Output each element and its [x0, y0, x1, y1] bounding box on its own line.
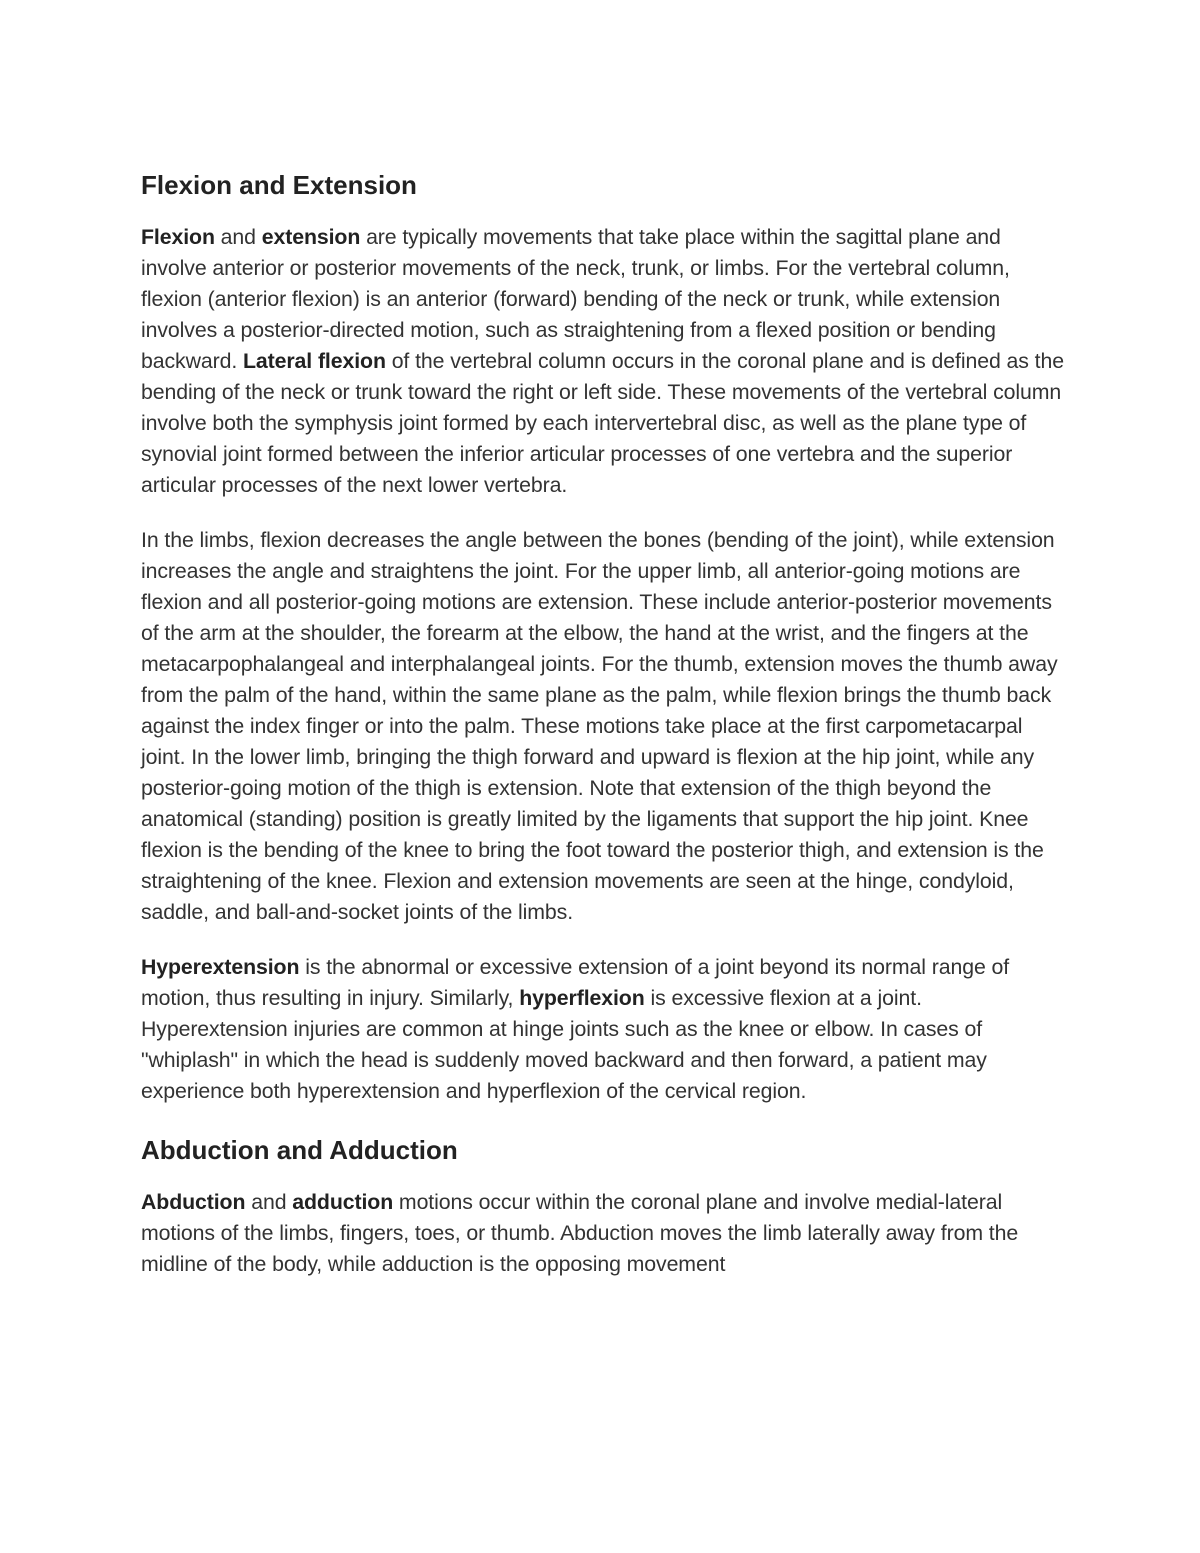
document-page: [141, 166, 1066, 1280]
term-adduction: adduction: [292, 1190, 394, 1214]
term-extension: extension: [261, 225, 361, 249]
term-hyperextension: Hyperextension: [141, 955, 300, 979]
paragraph-flexion-extension-intro: Flexion and extension are typically movements that take place within the sagittal plane and involve anterior or posterior movements of the neck, trunk, or limbs. For the vertebral column, flexion (anterior flexion) is an anterior (forward) bending of the neck or trunk, while extension involves a posterior-directed motion, such as straightening from a flexed position or bending backward. Lateral flexion of the vertebral column occurs in the coronal plane and is defined as the bending of the neck or trunk toward the right or left side. These movements of the vertebral column involve both the symphysis joint formed by each intervertebral disc, as well as the plane type of synovial joint formed between the inferior articular processes of one vertebra and the superior articular processes of the next lower vertebra.: [141, 225, 1064, 497]
term-flexion: Flexion: [141, 225, 215, 249]
section-heading-abduction-adduction: Abduction and Adduction: [141, 1135, 458, 1165]
paragraph-hyperextension: Hyperextension is the abnormal or excessive extension of a joint beyond its normal range of motion, thus resulting in injury. Similarly, hyperflexion is excessive flexion at a joint. Hyperextension injuries are common at hinge joints such as the knee or elbow. In cases of "whiplash" in which the head is suddenly moved backward and then forward, a patient may experience both hyperextension and hyperflexion of the cervical region.: [141, 955, 1010, 1103]
term-hyperflexion: hyperflexion: [519, 986, 645, 1010]
paragraph-limbs: In the limbs, flexion decreases the angle between the bones (bending of the joint), while extension increases the angle and straightens the joint. For the upper limb, all anterior-going motions are flexion and all posterior-going motions are extension. These include anterior-posterior movements of the arm at the shoulder, the forearm at the elbow, the hand at the wrist, and the fingers at the metacarpophalangeal and interphalangeal joints. For the thumb, extension moves the thumb away from the palm of the hand, within the same plane as the palm, while flexion brings the thumb back against the index finger or into the palm. These motions take place at the first carpometacarpal joint. In the lower limb, bringing the thigh forward and upward is flexion at the hip joint, while any posterior-going motion of the thigh is extension. Note that extension of the thigh beyond the anatomical (standing) position is greatly limited by the ligaments that support the hip joint. Knee flexion is the bending of the knee to bring the foot toward the posterior thigh, and extension is the straightening of the knee. Flexion and extension movements are seen at the hinge, condyloid, saddle, and ball-and-socket joints of the limbs.: [141, 528, 1058, 924]
section-heading-flexion-extension: Flexion and Extension: [141, 170, 417, 200]
term-abduction: Abduction: [141, 1190, 246, 1214]
term-lateral-flexion: Lateral flexion: [242, 349, 386, 373]
paragraph-abduction-adduction: Abduction and adduction motions occur within the coronal plane and involve medial-lateral motions of the limbs, fingers, toes, or thumb. Abduction moves the limb laterally away from the midline of the body, while adduction is the opposing movement: [141, 1190, 1019, 1276]
